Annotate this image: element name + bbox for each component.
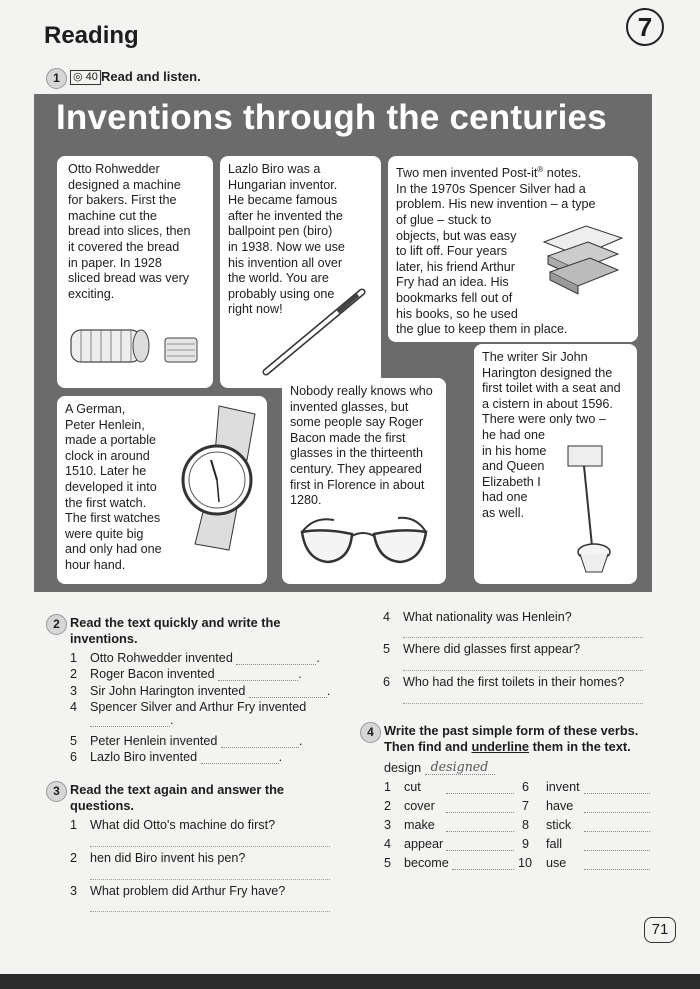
pen-icon [258,286,368,376]
books-icon [538,212,628,302]
text-box-watch [57,396,267,584]
text-line: and Queen [482,459,545,474]
unit-number-badge: 7 [626,8,664,46]
text-line: the first watch. [65,495,147,510]
text-line: Harington designed the [482,365,613,380]
ex2-item-3: 3 Sir John Harington invented . [70,684,331,698]
item-number: 9 [522,837,530,851]
bread-text [68,162,205,302]
item-number: 6 [70,750,78,764]
ex3-question-6 [383,675,624,689]
text-line: to lift off. Four years [396,244,508,259]
ex4-verb-9 [522,837,650,851]
text-line: Otto Rohwedder [68,162,160,176]
ex2-item-6: 6 Lazlo Biro invented . [70,750,283,764]
text-line: his invention all over [228,255,343,270]
ex3-question-2 [70,851,245,865]
ex4-verb-2 [384,799,514,813]
text-line: Bacon made the first [290,430,406,445]
text-box-toilet [474,344,637,584]
text-line: bread into slices, then [68,224,191,239]
ex2-item-4-blank: . [90,713,174,727]
answer-blank[interactable] [584,793,650,794]
item-number: 3 [384,818,392,832]
ex2-item-5: 5 Peter Henlein invented . [70,734,303,748]
answer-blank[interactable] [584,812,650,813]
verb: invent [546,780,580,794]
wristwatch-icon [175,404,265,554]
item-number: 2 [70,851,78,865]
answer-blank[interactable] [249,697,327,698]
text-line: Nobody really knows who [290,384,433,398]
question-text: What nationality was Henlein? [403,610,572,624]
text-box-glasses [282,378,446,584]
instruction-line: Read the text again and answer the [70,782,285,797]
answer-blank[interactable] [201,763,279,764]
text-line: Peter Henlein, [65,417,145,432]
registered-mark: ® [537,165,544,174]
instruction-line: Write the past simple form of these verbs. [384,723,639,738]
ex3-question-3 [70,884,285,898]
answer-blank[interactable] [446,831,514,832]
text-line: a cistern in about 1596. [482,396,613,411]
text-box-post-it [388,156,638,342]
verb: become [404,856,449,870]
exercise-3-number: 3 [46,781,67,802]
item-number: 6 [522,780,530,794]
ex3-question-4 [383,610,572,624]
text-line: designed a machine [68,177,181,192]
ex2-item-2: 2 Roger Bacon invented . [70,667,302,681]
text-line: made a portable [65,433,157,448]
item-text: Sir John Harington invented [90,684,246,698]
text-box-sliced-bread [57,156,213,388]
audio-track-number: 40 [85,71,98,83]
text-line: A German, [65,402,126,416]
text-line: probably using one [228,286,335,301]
question-text: What did Otto's machine do first? [90,818,276,832]
instruction-line: questions. [70,798,134,813]
answer-blank[interactable] [584,831,650,832]
text-line: in paper. In 1928 [68,255,162,270]
ex4-verb-1 [384,780,514,794]
answer-line[interactable] [403,703,643,704]
item-number: 6 [383,675,391,689]
instruction-line [384,739,638,755]
instruction-line: inventions. [70,631,138,646]
answer-line[interactable] [403,670,643,671]
ex2-item-4 [70,700,306,714]
text-line: first toilet with a seat and [482,381,621,396]
answer-line[interactable] [90,879,330,880]
text-line: after he invented the [228,208,343,223]
text-line: right now! [228,302,283,317]
reading-headline: Inventions through the centuries [56,98,607,137]
text-line: The writer Sir John [482,350,588,364]
item-number: 2 [384,799,392,813]
answer-blank[interactable] [446,793,514,794]
exercise-4-number: 4 [360,722,381,743]
postit-text: Two men invented Post-it [396,166,538,181]
ex2-item-1: 1 Otto Rohwedder invented . [70,651,320,665]
text-line: Hungarian inventor. [228,177,338,192]
text-line: He became famous [228,193,338,208]
answer-line[interactable] [90,846,330,847]
item-number: 4 [383,610,391,624]
ex4-verb-5 [384,856,514,870]
instruction-part: Then find and [384,739,472,754]
item-text: Otto Rohwedder invented [90,651,233,665]
verb: appear [404,837,444,851]
text-line: There were only two – [482,412,606,427]
ex4-verb-6 [522,780,650,794]
answer-blank[interactable] [584,869,650,870]
verb: have [546,799,574,813]
question-text: Who had the first toilets in their homes? [403,675,625,689]
text-line: Fry had an idea. His [396,275,509,290]
text-line: machine cut the [68,208,157,223]
text-line: of glue – stuck to [396,212,492,227]
answer-line[interactable] [90,911,330,912]
ex4-verb-8 [522,818,650,832]
item-text: Roger Bacon invented [90,667,215,681]
text-line: invented glasses, but [290,399,409,414]
question-text: hen did Biro invent his pen? [90,851,246,865]
text-line: had one [482,490,528,505]
verb: cut [404,780,421,794]
ex4-verb-10 [518,856,650,870]
verb: make [404,818,435,832]
instruction-part: them in the text. [529,739,631,754]
toilet-icon [562,436,626,576]
item-number: 1 [70,818,78,832]
instruction-line: Read the text quickly and write the [70,615,281,630]
text-line: century. They appeared [290,461,422,476]
text-line: bookmarks fell out of [396,290,513,305]
text-line: problem. His new invention – a type [396,197,596,212]
question-text: Where did glasses first appear? [403,642,581,656]
page-number: 71 [644,917,676,943]
glasses-icon [294,512,434,572]
text-line: ballpoint pen (biro) [228,224,333,239]
text-line: were quite big [65,526,144,541]
text-line: clock in around [65,448,150,463]
item-number: 10 [518,856,533,870]
text-line: Lazlo Biro was a [228,162,321,176]
text-line: 1280. [290,493,322,508]
text-line: Elizabeth I [482,474,541,489]
verb: cover [404,799,435,813]
item-number: 5 [384,856,392,870]
item-number: 3 [70,884,78,898]
text-line: in 1938. Now we use [228,239,345,254]
ex4-example [384,759,495,775]
underline-word: underline [471,739,530,754]
text-line: the world. You are [228,271,329,286]
verb: use [546,856,567,870]
scan-edge-bar [0,974,700,989]
text-line: he had one [482,427,546,442]
text-line: and only had one [65,542,162,557]
example-verb: design [384,761,422,775]
text-line: hour hand. [65,557,126,572]
item-number: 7 [522,799,530,813]
text-line: the glue to keep them in place. [396,322,568,337]
item-number: 2 [70,667,78,681]
ex4-verb-4 [384,837,514,851]
text-line: for bakers. First the [68,193,177,208]
text-line: later, his friend Arthur [396,259,516,274]
text-line: 1510. Later he [65,464,147,479]
answer-blank[interactable] [218,680,298,681]
answer-blank[interactable] [90,726,170,727]
exercise-1-instruction: Read and listen. [101,69,201,84]
text-line: exciting. [68,286,115,301]
postit-text-end: notes. [543,166,582,181]
bread-loaf-icon [67,316,207,376]
example-answer: designed [425,759,495,775]
text-line: In the 1970s Spencer Silver had a [396,181,586,196]
text-line: sliced bread was very [68,271,190,286]
text-line: it covered the bread [68,239,180,254]
text-line: first in Florence in about [290,477,425,492]
exercise-4-instruction [384,723,638,755]
ex3-question-5 [383,642,580,656]
audio-track-icon[interactable]: ◎ 40 [70,70,101,85]
exercise-3-instruction [70,782,284,814]
exercise-2-number: 2 [46,614,67,635]
item-number: 4 [384,837,392,851]
item-number: 5 [70,734,78,748]
verb: stick [546,818,572,832]
item-text: Spencer Silver and Arthur Fry invented [90,700,307,714]
exercise-1-number: 1 [46,68,67,89]
text-line: as well. [482,505,524,520]
answer-line[interactable] [403,637,643,638]
ex3-question-1 [70,818,275,832]
answer-blank[interactable] [584,850,650,851]
text-line: glasses in the thirteenth [290,446,424,461]
text-box-ballpoint-pen [220,156,381,388]
answer-blank[interactable] [446,850,514,851]
text-line [396,162,630,182]
ex4-verb-3 [384,818,514,832]
item-number: 1 [70,651,78,665]
answer-blank[interactable] [221,747,299,748]
answer-blank[interactable] [446,812,514,813]
exercise-2-instruction [70,615,281,647]
text-line: his books, so he used [396,306,518,321]
item-text: Peter Henlein invented [90,734,218,748]
text-line: The first watches [65,511,161,526]
text-line: in his home [482,443,547,458]
text-line: developed it into [65,479,157,494]
item-number: 4 [70,700,78,714]
item-number: 1 [384,780,392,794]
item-number: 3 [70,684,78,698]
answer-blank[interactable] [236,664,316,665]
item-text: Lazlo Biro invented [90,750,198,764]
verb: fall [546,837,563,851]
text-line: some people say Roger [290,415,424,430]
answer-blank[interactable] [452,869,514,870]
page-title: Reading [44,22,139,49]
question-text: What problem did Arthur Fry have? [90,884,286,898]
item-number: 8 [522,818,530,832]
ex4-verb-7 [522,799,650,813]
text-line: objects, but was easy [396,228,517,243]
item-number: 5 [383,642,391,656]
